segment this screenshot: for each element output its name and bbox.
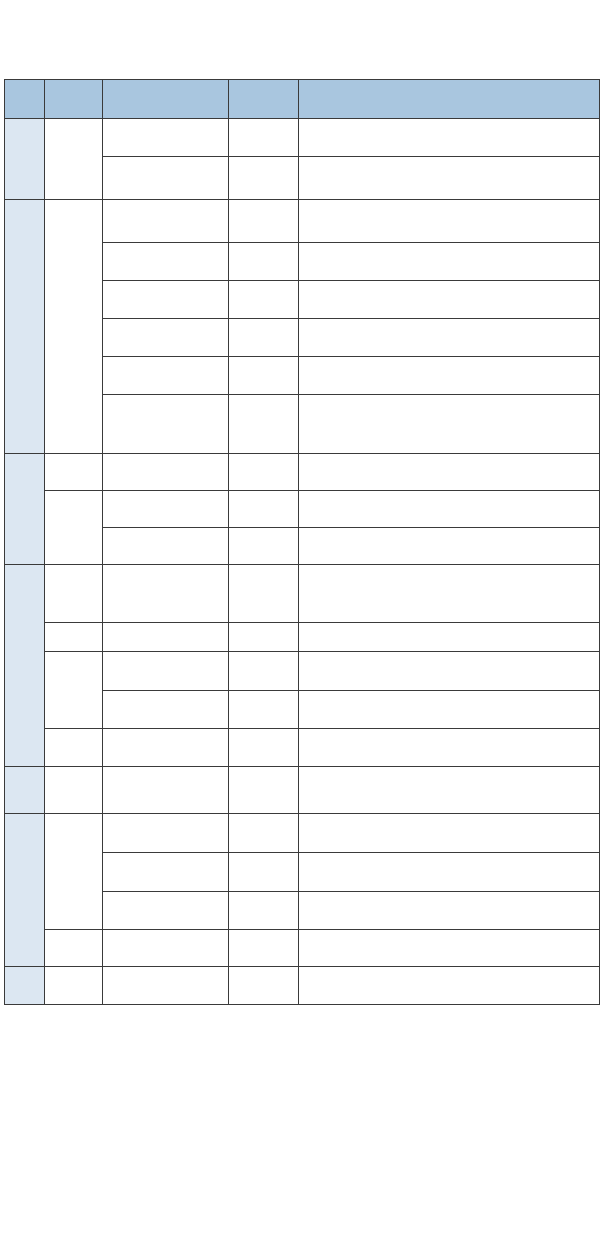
major-code-cell bbox=[45, 967, 103, 1005]
plan-cell bbox=[299, 119, 600, 157]
tuition-cell bbox=[229, 357, 299, 395]
tuition-cell bbox=[229, 930, 299, 967]
major-name-cell bbox=[103, 652, 229, 691]
major-code-cell bbox=[45, 491, 103, 565]
major-name-cell bbox=[103, 853, 229, 892]
major-code-cell bbox=[45, 119, 103, 200]
tuition-cell bbox=[229, 892, 299, 930]
major-name-cell bbox=[103, 691, 229, 729]
tuition-cell bbox=[229, 853, 299, 892]
table-header-row bbox=[5, 80, 600, 119]
department-cell bbox=[5, 814, 45, 967]
major-name-cell bbox=[103, 243, 229, 281]
major-name-cell bbox=[103, 357, 229, 395]
tuition-cell bbox=[229, 652, 299, 691]
plan-cell bbox=[299, 157, 600, 200]
plan-cell bbox=[299, 565, 600, 623]
tuition-cell bbox=[229, 691, 299, 729]
department-cell bbox=[5, 565, 45, 767]
major-code-cell bbox=[45, 729, 103, 767]
plan-cell bbox=[299, 691, 600, 729]
plan-cell bbox=[299, 853, 600, 892]
major-code-cell bbox=[45, 454, 103, 491]
plan-cell bbox=[299, 395, 600, 454]
plan-cell bbox=[299, 491, 600, 528]
plan-cell bbox=[299, 814, 600, 853]
major-name-cell bbox=[103, 157, 229, 200]
tuition-cell bbox=[229, 119, 299, 157]
major-name-cell bbox=[103, 814, 229, 853]
tuition-cell bbox=[229, 967, 299, 1005]
table-row bbox=[5, 200, 600, 243]
major-code-cell bbox=[45, 623, 103, 652]
table-row bbox=[5, 623, 600, 652]
major-name-cell bbox=[103, 892, 229, 930]
plan-cell bbox=[299, 652, 600, 691]
major-name-cell bbox=[103, 281, 229, 319]
major-name-cell bbox=[103, 930, 229, 967]
tuition-cell bbox=[229, 729, 299, 767]
tuition-cell bbox=[229, 491, 299, 528]
enrollment-plan-table bbox=[4, 79, 600, 1005]
intro-text bbox=[0, 0, 600, 1]
table-row bbox=[5, 814, 600, 853]
major-code-cell bbox=[45, 652, 103, 729]
major-name-cell bbox=[103, 729, 229, 767]
header-plan bbox=[299, 80, 600, 119]
major-code-cell bbox=[45, 565, 103, 623]
tuition-cell bbox=[229, 454, 299, 491]
table-row bbox=[5, 491, 600, 528]
table-row bbox=[5, 729, 600, 767]
tuition-cell bbox=[229, 814, 299, 853]
major-code-cell bbox=[45, 200, 103, 454]
plan-cell bbox=[299, 243, 600, 281]
major-name-cell bbox=[103, 395, 229, 454]
major-code-cell bbox=[45, 930, 103, 967]
major-name-cell bbox=[103, 623, 229, 652]
tuition-cell bbox=[229, 243, 299, 281]
major-code-cell bbox=[45, 814, 103, 930]
table-row bbox=[5, 767, 600, 814]
major-name-cell bbox=[103, 319, 229, 357]
header-code bbox=[45, 80, 103, 119]
department-cell bbox=[5, 200, 45, 454]
tuition-cell bbox=[229, 281, 299, 319]
header-fee bbox=[229, 80, 299, 119]
major-name-cell bbox=[103, 565, 229, 623]
plan-cell bbox=[299, 930, 600, 967]
department-cell bbox=[5, 767, 45, 814]
plan-cell bbox=[299, 623, 600, 652]
table-row bbox=[5, 565, 600, 623]
plan-cell bbox=[299, 281, 600, 319]
department-cell bbox=[5, 967, 45, 1005]
table-row bbox=[5, 652, 600, 691]
table-row bbox=[5, 967, 600, 1005]
major-name-cell bbox=[103, 528, 229, 565]
tuition-cell bbox=[229, 200, 299, 243]
department-cell bbox=[5, 454, 45, 565]
table-row bbox=[5, 454, 600, 491]
header-major bbox=[103, 80, 229, 119]
plan-cell bbox=[299, 454, 600, 491]
table-row bbox=[5, 119, 600, 157]
major-code-cell bbox=[45, 767, 103, 814]
tuition-cell bbox=[229, 319, 299, 357]
plan-cell bbox=[299, 967, 600, 1005]
plan-cell bbox=[299, 729, 600, 767]
tuition-cell bbox=[229, 157, 299, 200]
plan-cell bbox=[299, 767, 600, 814]
plan-cell bbox=[299, 200, 600, 243]
table-body bbox=[5, 119, 600, 1005]
plan-cell bbox=[299, 319, 600, 357]
tuition-cell bbox=[229, 395, 299, 454]
intro-paragraph bbox=[0, 0, 600, 78]
department-cell bbox=[5, 119, 45, 200]
plan-cell bbox=[299, 357, 600, 395]
tuition-cell bbox=[229, 623, 299, 652]
tuition-cell bbox=[229, 767, 299, 814]
major-name-cell bbox=[103, 967, 229, 1005]
tuition-cell bbox=[229, 565, 299, 623]
plan-cell bbox=[299, 528, 600, 565]
plan-cell bbox=[299, 892, 600, 930]
major-name-cell bbox=[103, 119, 229, 157]
major-name-cell bbox=[103, 491, 229, 528]
major-name-cell bbox=[103, 200, 229, 243]
tuition-cell bbox=[229, 528, 299, 565]
table-row bbox=[5, 930, 600, 967]
major-name-cell bbox=[103, 454, 229, 491]
header-dept bbox=[5, 80, 45, 119]
major-name-cell bbox=[103, 767, 229, 814]
